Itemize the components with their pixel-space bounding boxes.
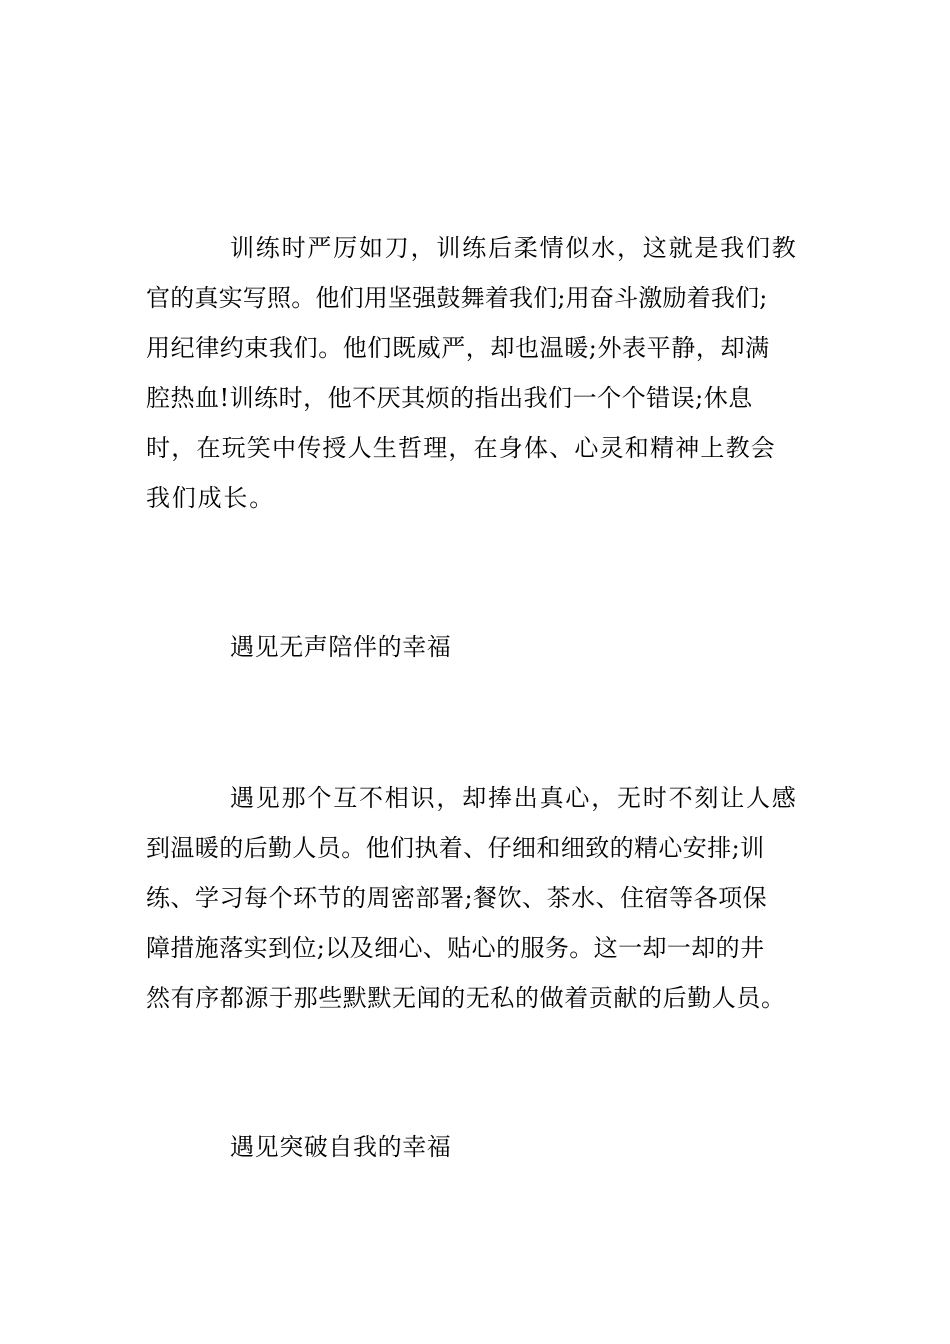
paragraph-2-line-4: 障措施落实到位;以及细心、贴心的服务。这一却一却的井 [146, 934, 765, 962]
paragraph-1-line-4: 腔热血!训练时，他不厌其烦的指出我们一个个错误;休息 [146, 384, 753, 412]
paragraph-1-line-3: 用纪律约束我们。他们既威严，却也温暖;外表平静，却满 [146, 334, 770, 362]
paragraph-1-line-5: 时，在玩笑中传授人生哲理，在身体、心灵和精神上教会 [146, 434, 776, 462]
paragraph-1-line-2: 官的真实写照。他们用坚强鼓舞着我们;用奋斗激励着我们; [146, 284, 768, 312]
paragraph-1-line-1: 训练时严厉如刀，训练后柔情似水，这就是我们教 [230, 234, 798, 262]
paragraph-2-line-2: 到温暖的后勤人员。他们执着、仔细和细致的精心安排;训 [146, 834, 765, 862]
paragraph-2-line-5: 然有序都源于那些默默无闻的无私的做着贡献的后勤人员。 [146, 984, 786, 1012]
paragraph-1-line-6: 我们成长。 [146, 484, 275, 512]
section-heading-1: 遇见无声陪伴的幸福 [230, 633, 452, 661]
paragraph-2-line-1: 遇见那个互不相识，却捧出真心，无时不刻让人感 [230, 784, 798, 812]
paragraph-2-line-3: 练、学习每个环节的周密部署;餐饮、茶水、住宿等各项保 [146, 884, 768, 912]
section-heading-2: 遇见突破自我的幸福 [230, 1133, 452, 1161]
